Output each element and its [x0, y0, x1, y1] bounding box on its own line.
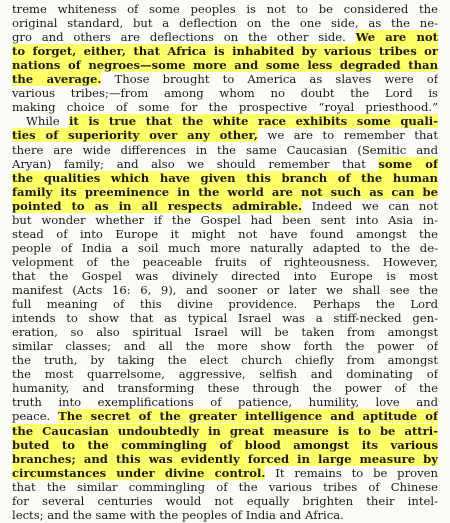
highlighted-text: it is true that the white race exhibits some quali-: [68, 114, 438, 129]
text-segment: the most quarrelsome, aggressive, selfish and dominating of: [12, 367, 438, 382]
text-segment: velopment of the peaceable fruits of righteousness. However,: [12, 254, 438, 269]
text-line: [12, 508, 438, 523]
text-line: [12, 339, 438, 354]
text-line: [12, 395, 438, 410]
text-line: [12, 297, 438, 312]
text-line: [12, 367, 438, 382]
text-segment: similar classes; and all the more show forth the power of: [12, 339, 438, 354]
text-line: [12, 480, 438, 495]
text-line: [12, 16, 438, 31]
text-segment: original standard, but a deflection on the one side, as the ne-: [12, 16, 438, 31]
text-segment: for several centuries would not equally brighten their intel-: [12, 493, 438, 508]
text-line: [12, 100, 438, 115]
highlighted-text: nations of negroes—some more and some less degraded than: [12, 58, 438, 73]
text-segment: It remains to be proven: [265, 465, 438, 480]
text-segment: Those brought to America as slaves were of: [101, 72, 438, 87]
text-line: [12, 466, 438, 481]
text-line: [12, 227, 438, 242]
text-segment: While: [26, 114, 69, 129]
text-line: [12, 255, 438, 270]
text-segment: gro and others are deflections on the other side.: [12, 30, 356, 45]
highlighted-text: family its preeminence in the world are not such as can be: [12, 184, 438, 199]
highlighted-text: The secret of the greater intelligence and aptitude of: [58, 409, 438, 424]
text-segment: Aryan) family; and also we should remember that: [12, 156, 379, 171]
text-line: [12, 283, 438, 298]
text-segment: humanity, and transforming these through the power of the: [12, 381, 438, 396]
text-line: [12, 157, 438, 172]
text-segment: manifest (Acts 16: 6, 9), and sooner or later we shall see the: [12, 283, 438, 297]
text-line: [12, 30, 438, 45]
text-segment: lects; and the same with the peoples of India and Africa.: [12, 507, 344, 522]
text-line: [12, 241, 438, 256]
text-line: [12, 494, 438, 509]
text-line: [12, 353, 438, 368]
text-line: [12, 438, 438, 453]
text-line: [12, 58, 438, 73]
highlighted-text: We are not: [355, 30, 438, 45]
highlighted-text: buted to the commingling of blood amongst its various: [12, 437, 438, 452]
text-line: [12, 143, 438, 158]
text-line: [26, 114, 438, 129]
text-line: [12, 213, 438, 228]
text-segment: peace.: [12, 409, 59, 424]
highlighted-text: the average.: [12, 72, 102, 87]
text-line: [12, 44, 438, 59]
highlighted-text: branches; and this was evidently forced in large measure by: [12, 451, 438, 466]
text-line: [12, 171, 438, 186]
text-line: [12, 381, 438, 396]
highlighted-text: the qualities which have given this branch of the human: [12, 170, 438, 185]
text-line: [12, 128, 438, 143]
text-line: [12, 311, 438, 326]
highlighted-text: ties of superiority over any other,: [12, 128, 258, 143]
text-segment: full meaning of this divine providence. Perhaps the Lord: [12, 297, 438, 312]
highlighted-text: the Caucasian undoubtedly in great measure is to be attri-: [12, 423, 438, 438]
text-segment: people of India a soil much more naturally adapted to the de-: [12, 240, 438, 255]
text-line: [12, 325, 438, 340]
text-segment: treme whiteness of some peoples is not to be considered the: [12, 2, 438, 16]
text-line: [12, 452, 438, 467]
text-segment: that the Gospel was divinely directed into Europe is most: [12, 268, 438, 283]
highlighted-text: circumstances under divine control.: [12, 465, 266, 480]
text-line: [12, 72, 438, 87]
text-segment: truth into exemplifications of patience, humility, love and: [12, 395, 438, 410]
text-line: [12, 199, 438, 214]
text-segment: the truth, by taking the elect church chiefly from amongst: [12, 353, 438, 368]
text-line: [12, 409, 438, 424]
text-line: [12, 269, 438, 284]
highlighted-text: to forget, either, that Africa is inhabited by various tribes or: [12, 44, 438, 59]
text-segment: eration, so also spiritual Israel will be taken from amongst: [12, 325, 438, 340]
text-line: [12, 2, 438, 17]
text-segment: but wonder whether if the Gospel had been sent into Asia in-: [12, 212, 438, 227]
highlighted-text: some of: [378, 156, 438, 171]
text-segment: we are to remember that: [257, 128, 438, 143]
text-line: [12, 86, 438, 101]
text-segment: Indeed we can not: [302, 198, 438, 213]
text-segment: there are wide differences in the same Caucasian (Semitic and: [12, 142, 438, 157]
text-segment: various tribes;—from among whom no doubt the Lord is: [12, 86, 438, 101]
text-line: [12, 424, 438, 439]
text-segment: making choice of some for the prospective “royal priesthood.”: [12, 100, 438, 115]
text-line: [12, 185, 438, 200]
text-segment: that the similar commingling of the various tribes of Chinese: [12, 479, 438, 494]
highlighted-text: pointed to as in all respects admirable.: [12, 198, 303, 213]
text-segment: stead of into Europe it might not have found amongst the: [12, 226, 438, 241]
text-segment: intends to show that as typical Israel was a stiff-necked gen-: [12, 311, 438, 326]
